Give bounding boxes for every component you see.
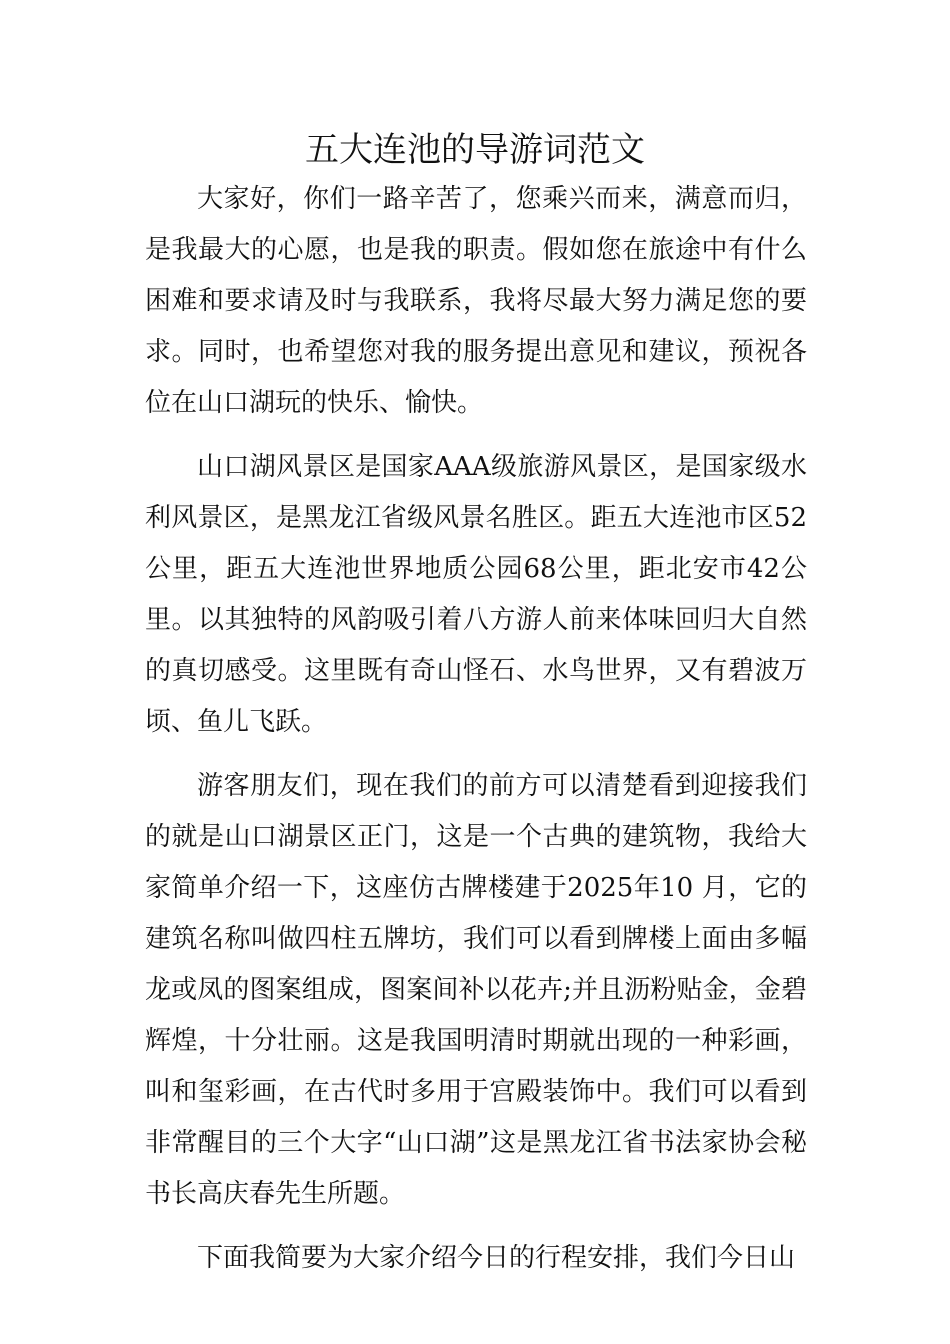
- document-body: [145, 174, 807, 1284]
- paragraph-scenic-area-intro: 山口湖风景区是国家AAA级旅游风景区，是国家级水利风景区，是黑龙江省级风景名胜区。距五大连池市区52公里，距五大连池世界地质公园68公里，距北安市42公里。以其独特的风韵吸引着八方游人前来体味回归大自然的真切感受。这里既有奇山怪石、水鸟世界，又有碧波万顷、鱼儿飞跃。: [145, 452, 807, 737]
- paragraph-main-gate: 游客朋友们，现在我们的前方可以清楚看到迎接我们的就是山口湖景区正门，这是一个古典的建筑物，我给大家简单介绍一下，这座仿古牌楼建于2025年10 月，它的建筑名称叫做四柱五牌坊，我们可以看到牌楼上面由多幅龙或凤的图案组成，图案间补以花卉;并且沥粉贴金，金碧辉煌，十分壮丽。这是我国明清时期就出现的一种彩画，叫和玺彩画，在古代时多用于宫殿装饰中。我们可以看到非常醒目的三个大字“山口湖”这是黑龙江省书法家协会秘书长高庆春先生所题。: [145, 771, 807, 1209]
- document-title: 五大连池的导游词范文: [305, 130, 645, 170]
- paragraph-itinerary: 下面我简要为大家介绍今日的行程安排，我们今日山: [197, 1243, 796, 1273]
- paragraph-greeting: 大家好，你们一路辛苦了，您乘兴而来，满意而归，是我最大的心愿，也是我的职责。假如您在旅途中有什么困难和要求请及时与我联系，我将尽最大努力满足您的要求。同时，也希望您对我的服务提出意见和建议，预祝各位在山口湖玩的快乐、愉快。: [145, 184, 807, 418]
